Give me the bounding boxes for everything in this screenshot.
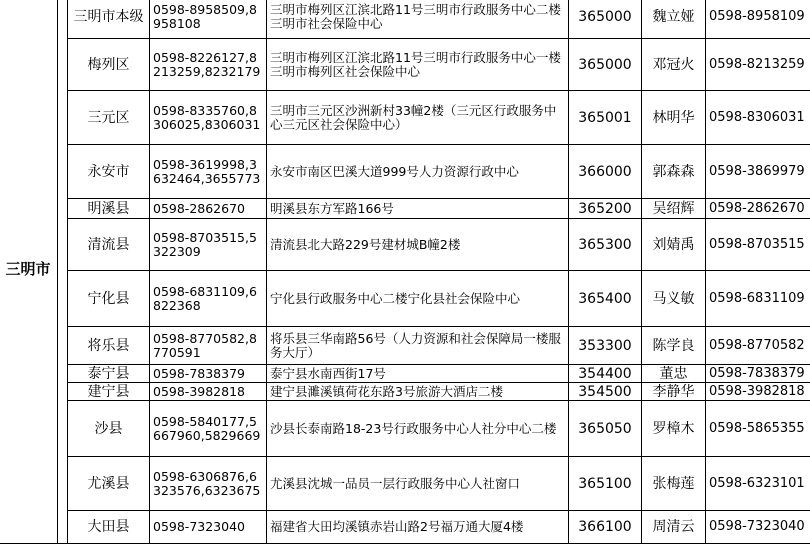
table-row — [0, 511, 810, 544]
county-cell: 大田县 — [68, 511, 150, 544]
contact-phone-cell: 0598-6323101 — [706, 457, 810, 511]
county-cell: 沙县 — [68, 401, 150, 457]
contact-cell: 李静华 — [642, 383, 706, 401]
address-cell: 尤溪县沈城一品员一层行政服务中心人社窗口 — [267, 457, 569, 511]
table-row — [0, 199, 810, 219]
contact-cell: 邓冠火 — [642, 39, 706, 91]
county-cell: 永安市 — [68, 145, 150, 199]
county-cell: 宁化县 — [68, 271, 150, 327]
contact-phone-cell: 0598-8770582 — [706, 327, 810, 365]
phones-cell: 0598-2862670 — [150, 199, 267, 219]
county-cell: 梅列区 — [68, 39, 150, 91]
table-row — [0, 39, 810, 91]
postcode-cell: 366100 — [569, 511, 642, 544]
postcode-cell: 365300 — [569, 219, 642, 271]
contact-phone-cell: 0598-3869979 — [706, 145, 810, 199]
county-cell: 明溪县 — [68, 199, 150, 219]
contact-cell: 郭森森 — [642, 145, 706, 199]
contact-cell: 董忠 — [642, 365, 706, 383]
table-row — [0, 219, 810, 271]
address-cell: 沙县长泰南路18-23号行政服务中心人社分中心二楼 — [267, 401, 569, 457]
address-cell: 三明市梅列区江滨北路11号三明市行政服务中心一楼三明市梅列区社会保险中心 — [267, 39, 569, 91]
table-row — [0, 401, 810, 457]
county-cell: 泰宁县 — [68, 365, 150, 383]
phones-cell: 0598-8226127,8213259,8232179 — [150, 39, 267, 91]
county-cell: 将乐县 — [68, 327, 150, 365]
phones-cell: 0598-7323040 — [150, 511, 267, 544]
table-row — [0, 91, 810, 145]
postcode-cell: 365000 — [569, 39, 642, 91]
phones-cell: 0598-6831109,6822368 — [150, 271, 267, 327]
address-cell: 三明市三元区沙洲新村33幢2楼（三元区行政服务中心三元区社会保险中心） — [267, 91, 569, 145]
address-cell: 宁化县行政服务中心二楼宁化县社会保险中心 — [267, 271, 569, 327]
phones-cell: 0598-8335760,8306025,8306031 — [150, 91, 267, 145]
address-cell: 明溪县东方军路166号 — [267, 199, 569, 219]
postcode-cell: 365000 — [569, 0, 642, 39]
spacer-cell — [58, 0, 68, 544]
postcode-cell: 353300 — [569, 327, 642, 365]
address-cell: 三明市梅列区江滨北路11号三明市行政服务中心二楼三明市社会保险中心 — [267, 0, 569, 39]
contact-phone-cell: 0598-8703515 — [706, 219, 810, 271]
contact-cell: 张梅莲 — [642, 457, 706, 511]
table-row — [0, 0, 810, 39]
county-cell: 尤溪县 — [68, 457, 150, 511]
contact-cell: 魏立娅 — [642, 0, 706, 39]
phones-cell: 0598-8958509,8958108 — [150, 0, 267, 39]
postcode-cell: 365001 — [569, 91, 642, 145]
postcode-cell: 365200 — [569, 199, 642, 219]
county-cell: 三明市本级 — [68, 0, 150, 39]
contact-phone-cell: 0598-7838379 — [706, 365, 810, 383]
contact-cell: 吴绍辉 — [642, 199, 706, 219]
address-cell: 将乐县三华南路56号（人力资源和社会保障局一楼服务大厅） — [267, 327, 569, 365]
county-cell: 三元区 — [68, 91, 150, 145]
contact-cell: 马义敏 — [642, 271, 706, 327]
postcode-cell: 365400 — [569, 271, 642, 327]
address-cell: 清流县北大路229号建材城B幢2楼 — [267, 219, 569, 271]
contact-phone-cell: 0598-8213259 — [706, 39, 810, 91]
address-cell: 永安市南区巴溪大道999号人力资源行政中心 — [267, 145, 569, 199]
phones-cell: 0598-5840177,5667960,5829669 — [150, 401, 267, 457]
contact-cell: 陈学良 — [642, 327, 706, 365]
contact-cell: 林明华 — [642, 91, 706, 145]
city-cell: 三明市 — [0, 0, 58, 544]
phones-cell: 0598-3619998,3632464,3655773 — [150, 145, 267, 199]
contact-phone-cell: 0598-5865355 — [706, 401, 810, 457]
contact-phone-cell: 0598-8958109 — [706, 0, 810, 39]
contact-cell: 罗樟木 — [642, 401, 706, 457]
postcode-cell: 366000 — [569, 145, 642, 199]
address-cell: 泰宁县水南西街17号 — [267, 365, 569, 383]
contact-phone-cell: 0598-6831109 — [706, 271, 810, 327]
postcode-cell: 354400 — [569, 365, 642, 383]
postcode-cell: 365100 — [569, 457, 642, 511]
table-row — [0, 145, 810, 199]
contact-phone-cell: 0598-3982818 — [706, 383, 810, 401]
phones-cell: 0598-8770582,8770591 — [150, 327, 267, 365]
phones-cell: 0598-8703515,5322309 — [150, 219, 267, 271]
contact-phone-cell: 0598-7323040 — [706, 511, 810, 544]
phones-cell: 0598-6306876,6323576,6323675 — [150, 457, 267, 511]
contact-cell: 周清云 — [642, 511, 706, 544]
table-row — [0, 365, 810, 383]
table-row — [0, 271, 810, 327]
county-cell: 建宁县 — [68, 383, 150, 401]
phones-cell: 0598-7838379 — [150, 365, 267, 383]
contact-phone-cell: 0598-8306031 — [706, 91, 810, 145]
postcode-cell: 354500 — [569, 383, 642, 401]
postcode-cell: 365050 — [569, 401, 642, 457]
table-row — [0, 383, 810, 401]
contact-cell: 刘婧禹 — [642, 219, 706, 271]
table-row — [0, 327, 810, 365]
county-cell: 清流县 — [68, 219, 150, 271]
phones-cell: 0598-3982818 — [150, 383, 267, 401]
table-row — [0, 457, 810, 511]
address-cell: 建宁县濉溪镇荷花东路3号旅游大酒店二楼 — [267, 383, 569, 401]
address-cell: 福建省大田均溪镇赤岩山路2号福万通大厦4楼 — [267, 511, 569, 544]
contact-phone-cell: 0598-2862670 — [706, 199, 810, 219]
